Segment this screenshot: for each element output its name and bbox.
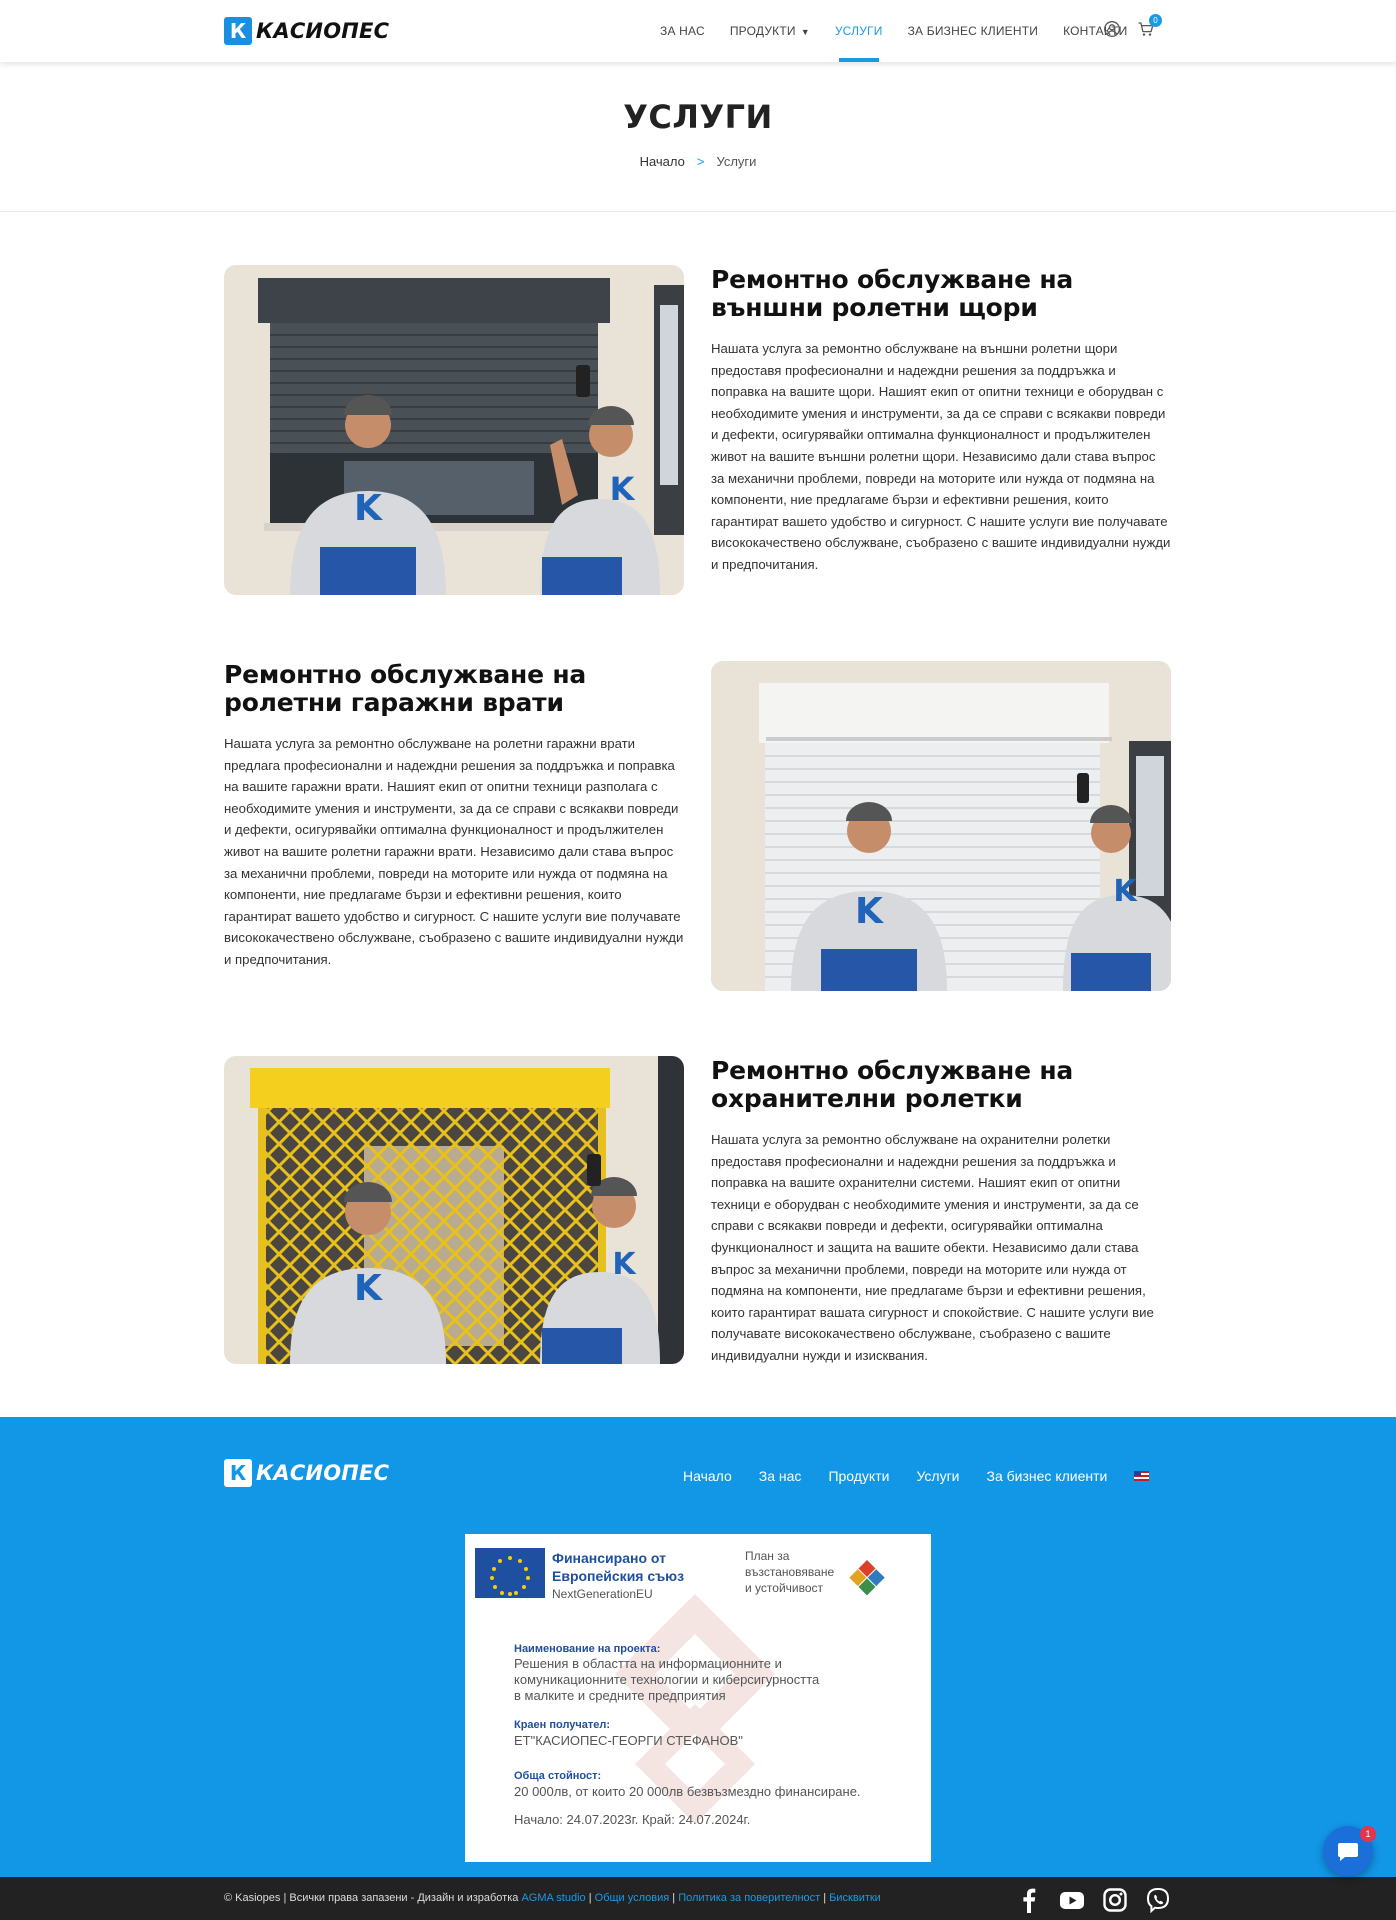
site-logo[interactable]	[224, 16, 389, 46]
service-description: Нашата услуга за ремонтно обслужване на ролетни гаражни врати предлага професионални и надеждни решения за поддръжка и поправка на вашите гаражни врати. Нашият екип от опитни техници разполага с необходимите умения и инструменти, за да се справи с всякакви повреди и дефекти, осигурявайки оптимална функционалност и продължителен живот на вашите ролетни гаражни врати. Независимо дали става въпрос за механични проблеми, повреди на моторите или нужда от подмяна на компоненти, ние предлагаме бързи и ефективни решения, които гарантират вашето удобство и сигурност. С нашите услуги вие получавате висококачествено обслужване, съобразено с вашите индивидуални нужди и предпочитания.	[224, 736, 684, 967]
service-image-window-shutter	[224, 265, 684, 595]
logo-mark: К	[224, 17, 252, 45]
breadcrumb-current: Услуги	[716, 154, 757, 169]
footer-nav-services[interactable]: Услуги	[916, 1468, 960, 1484]
plan-line2: възстановяване	[745, 1565, 835, 1579]
user-icon[interactable]	[1103, 20, 1121, 38]
bottom-bar	[0, 1877, 1396, 1920]
footer-logo[interactable]	[224, 1459, 389, 1487]
service-image-security-grille	[224, 1056, 684, 1364]
copyright	[224, 1892, 881, 1904]
copyright-text: © Kasiopes | Всички права запазени - Дизайн и изработка	[224, 1892, 519, 1904]
link-separator: |	[588, 1892, 592, 1904]
recipient-name: ЕТ"КАСИОПЕС-ГЕОРГИ СТЕФАНОВ"	[514, 1733, 743, 1748]
service-block-window-shutters	[711, 266, 1171, 576]
site-header	[0, 0, 1396, 62]
privacy-link[interactable]: Политика за поверителност	[678, 1892, 821, 1904]
footer-nav	[683, 1468, 1149, 1484]
svg-text:K: K	[609, 470, 635, 508]
nav-services[interactable]: УСЛУГИ	[835, 0, 883, 62]
service-block-garage-doors	[224, 661, 684, 971]
project-dates: Начало: 24.07.2023г. Край: 24.07.2024г.	[514, 1812, 751, 1827]
cost-label: Обща стойност:	[514, 1770, 602, 1782]
service-title: Ремонтно обслужване на ролетни гаражни врати	[224, 660, 587, 717]
service-title: Ремонтно обслужване на охранителни ролетки	[711, 1056, 1074, 1113]
eu-nextgen: NextGenerationEU	[552, 1587, 653, 1601]
project-label: Наименование на проекта:	[514, 1643, 661, 1655]
facebook-icon[interactable]	[1016, 1887, 1042, 1913]
plan-line1: План за	[745, 1549, 790, 1563]
service-block-security-grilles	[711, 1057, 1171, 1367]
page-title: УСЛУГИ	[623, 98, 773, 136]
youtube-icon[interactable]	[1059, 1887, 1085, 1913]
cart-count-badge: 0	[1149, 14, 1162, 27]
service-image-garage-door	[711, 661, 1171, 991]
eu-funding-card	[465, 1534, 931, 1862]
link-separator: |	[823, 1892, 827, 1904]
chat-notification-badge: 1	[1360, 1826, 1376, 1842]
cost-value: 20 000лв, от които 20 000лв безвъзмездно финансиране.	[514, 1784, 861, 1799]
us-flag-icon[interactable]	[1134, 1471, 1149, 1481]
logo-text: КАСИОПЕС	[256, 19, 390, 43]
eu-funded-line1: Финансирано от	[552, 1550, 666, 1566]
chevron-down-icon: ▼	[800, 27, 810, 37]
project-line1: Решения в областта на информационните и	[514, 1656, 782, 1671]
main-nav	[660, 0, 1152, 62]
nav-products-label: ПРОДУКТИ	[729, 24, 796, 38]
footer-logo-text: КАСИОПЕС	[256, 1461, 390, 1485]
project-line2: комуникационните технологии и киберсигурността	[514, 1672, 820, 1687]
breadcrumb-home[interactable]: Начало	[639, 154, 685, 169]
nav-contacts[interactable]: КОНТАКТИ	[1063, 24, 1128, 38]
eu-funding-graphic	[465, 1534, 931, 1862]
footer-nav-home[interactable]: Начало	[683, 1468, 732, 1484]
nav-products[interactable]	[730, 0, 810, 62]
link-separator: |	[672, 1892, 676, 1904]
agency-link[interactable]: AGMA studio	[521, 1892, 586, 1904]
service-description: Нашата услуга за ремонтно обслужване на външни ролетни щори предоставя професионални и надеждни решения за поддръжка и поправка на вашите щори. Нашият екип от опитни техници е оборудван с необходимите умения и инструменти, за да се справи с всякакви повреди и дефекти, осигурявайки оптимална функционалност и продължителен живот на вашите външни ролетни щори. Независимо дали става въпрос за механични проблеми, повреди на моторите или нужда от подмяна на компоненти, ние предлагаме бързи и ефективни решения, които гарантират вашето удобство и сигурност. С нашите услуги вие получавате висококачествено обслужване, съобразено с вашите индивидуални нужди и предпочитания.	[711, 341, 1171, 572]
nav-business[interactable]: ЗА БИЗНЕС КЛИЕНТИ	[907, 24, 1039, 38]
footer-logo-mark: К	[224, 1459, 252, 1487]
footer-nav-products[interactable]: Продукти	[828, 1468, 890, 1484]
svg-text:K: K	[855, 891, 883, 932]
terms-link[interactable]: Общи условия	[594, 1892, 670, 1904]
svg-text:K: K	[612, 1247, 636, 1282]
footer-nav-business[interactable]: За бизнес клиенти	[986, 1468, 1108, 1484]
svg-text:K: K	[354, 1268, 382, 1309]
nav-about[interactable]: ЗА НАС	[660, 24, 705, 38]
cookies-link[interactable]: Бисквитки	[829, 1892, 881, 1904]
footer-nav-about[interactable]: За нас	[758, 1468, 802, 1484]
eu-funded-line2: Европейския съюз	[552, 1568, 685, 1584]
page-hero	[0, 62, 1396, 212]
svg-text:K: K	[354, 488, 382, 529]
plan-line3: и устойчивост	[745, 1581, 824, 1595]
service-title: Ремонтно обслужване на външни ролетни щори	[711, 265, 1074, 322]
instagram-icon[interactable]	[1102, 1887, 1128, 1913]
breadcrumb	[0, 154, 1396, 169]
viber-icon[interactable]	[1145, 1887, 1171, 1913]
project-line3: в малките и средните предприятия	[514, 1688, 726, 1703]
svg-text:K: K	[1113, 874, 1137, 909]
service-description: Нашата услуга за ремонтно обслужване на охранителни ролетки предоставя професионални и надеждни решения за поддръжка и поправка на вашите охранителни системи. Нашият екип от опитни техници е оборудван с необходимите умения и инструменти, за да се справи с всякакви повреди и дефекти, осигурявайки оптимална функционалност и защита на вашите обекти. Независимо дали става въпрос за механични проблеми, повреди на моторите или нужда от подмяна на компоненти, ние предлагаме бързи и ефективни решения, които гарантират вашата сигурност и спокойствие. С нашите услуги вие получавате висококачествено обслужване, съобразено с вашите индивидуални нужди и изисквания.	[711, 1132, 1154, 1363]
recipient-label: Краен получател:	[514, 1719, 611, 1731]
breadcrumb-separator: >	[696, 154, 705, 169]
